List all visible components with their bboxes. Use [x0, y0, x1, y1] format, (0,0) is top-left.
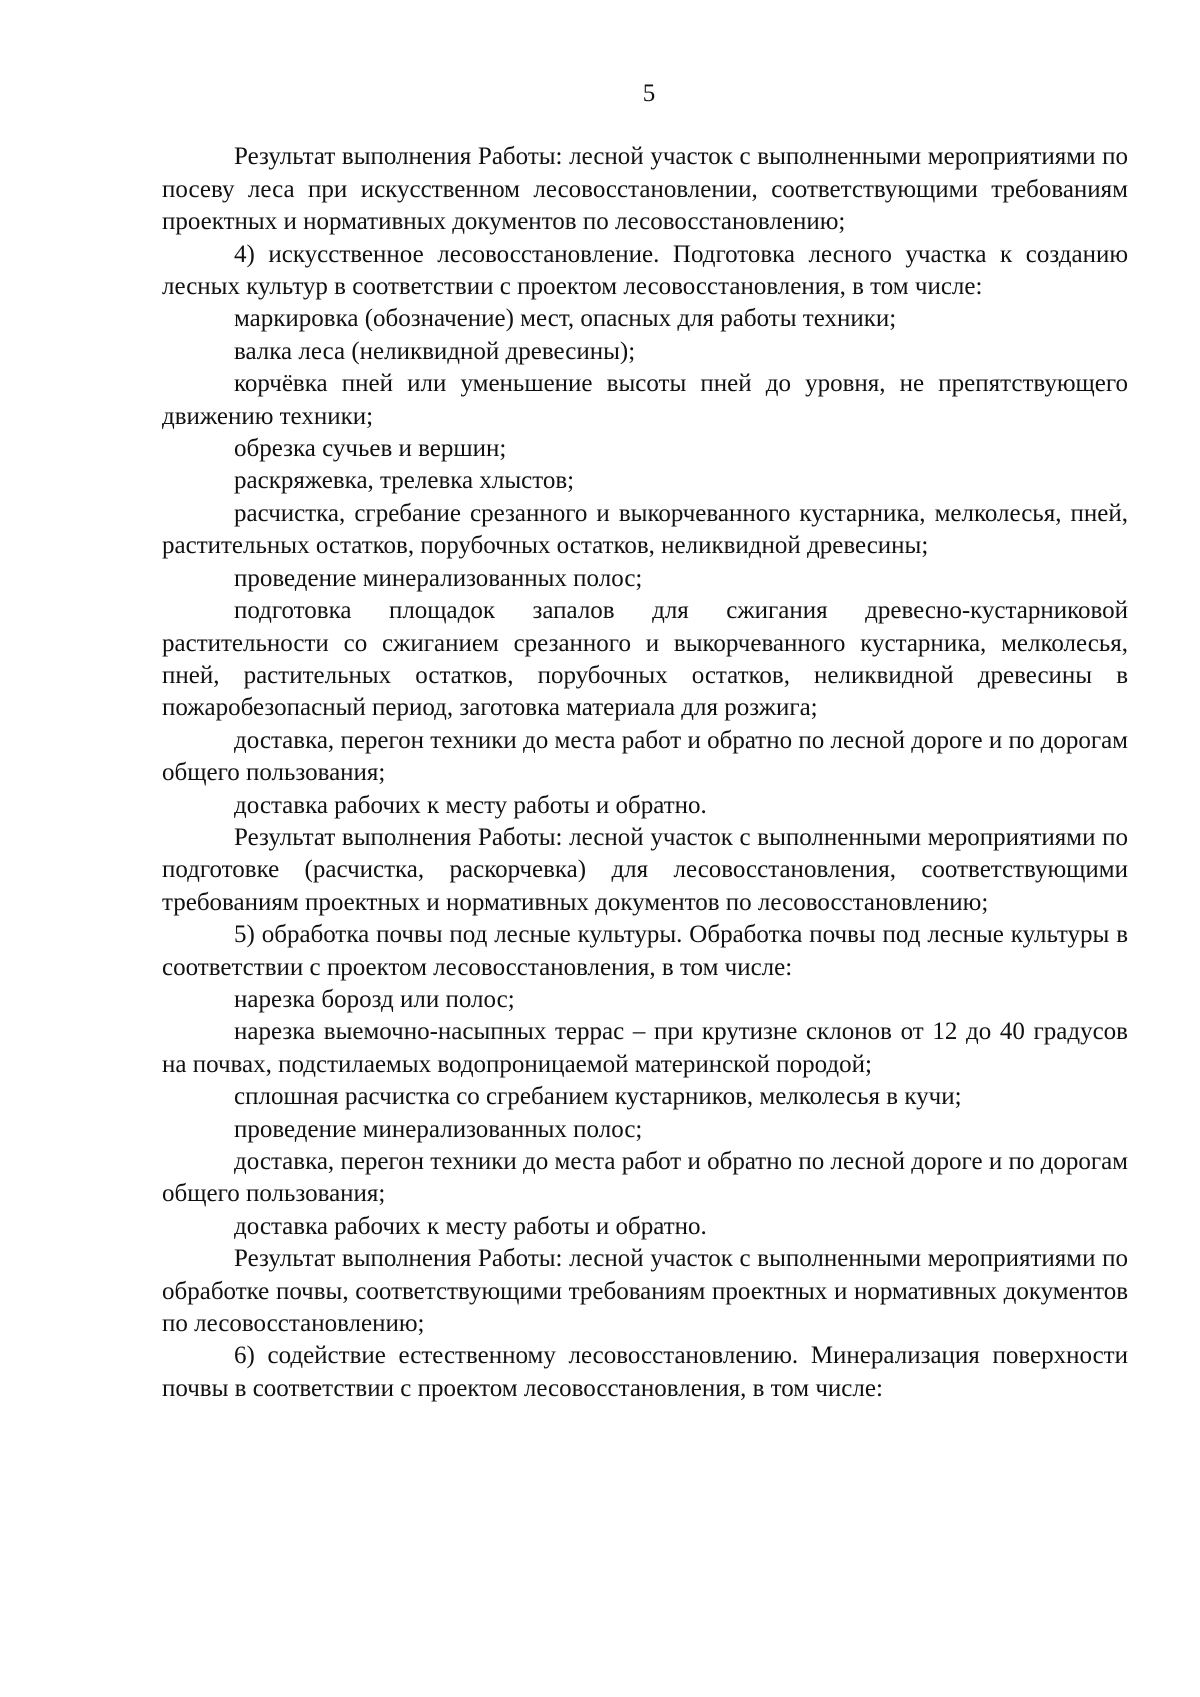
- list-item-marking: маркировка (обозначение) мест, опасных для работы техники;: [234, 305, 897, 333]
- document-page: [162, 78, 1128, 1405]
- list-item-worker-delivery-2: доставка рабочих к месту работы и обратно.: [234, 1212, 707, 1240]
- list-item-burning-sites: подготовка площадок запалов для сжигания древесно-кустарниковой растительности со сжиганием срезанного и выкорчеванного кустарника, мелколесья, пней, растительных остатков, порубочных остатков, неликвидной древесины в пожаробезопасный период, заготовка материала для розжига;: [162, 597, 1128, 722]
- list-item-clearing: расчистка, сгребание срезанного и выкорчеванного кустарника, мелколесья, пней, растительных остатков, порубочных остатков, неликвидной древесины;: [162, 499, 1128, 560]
- list-item-equipment-delivery: доставка, перегон техники до места работ и обратно по лесной дороге и по дорогам общего пользования;: [162, 726, 1128, 787]
- list-item-continuous-clearing: сплошная расчистка со сгребанием кустарников, мелколесья в кучи;: [234, 1083, 962, 1111]
- list-item-equipment-delivery-2: доставка, перегон техники до места работ и обратно по лесной дороге и по дорогам общего пользования;: [162, 1148, 1128, 1208]
- list-item-bucking-skidding: раскряжевка, трелевка хлыстов;: [234, 467, 575, 495]
- list-item-mineralized-strips-2: проведение минерализованных полос;: [234, 1115, 643, 1143]
- paragraph-result-soil-treatment: Результат выполнения Работы: лесной участок с выполненными мероприятиями по обработке почвы, соответствующими требованиям проектных и нормативных документов по лесовосстановлению;: [162, 1245, 1128, 1338]
- list-item-branch-trimming: обрезка сучьев и вершин;: [234, 435, 507, 463]
- list-item-furrows: нарезка борозд или полос;: [234, 985, 515, 1013]
- paragraph-result-preparation: Результат выполнения Работы: лесной участок с выполненными мероприятиями по подготовке (расчистка, раскорчевка) для лесовосстановления, соответствующими требованиям проектных и нормативных документов по лесовосстановлению;: [162, 823, 1128, 916]
- paragraph-item-4-heading: 4) искусственное лесовосстановление. Подготовка лесного участка к созданию лесных культур в соответствии с проектом лесовосстановления, в том числе:: [162, 240, 1128, 301]
- list-item-terraces: нарезка выемочно-насыпных террас – при крутизне склонов от 12 до 40 градусов на почвах, подстилаемых водопроницаемой материнской породой;: [162, 1018, 1128, 1078]
- list-item-mineralized-strips: проведение минерализованных полос;: [234, 564, 643, 592]
- list-item-worker-delivery: доставка рабочих к месту работы и обратно.: [234, 791, 707, 819]
- paragraph-result-sowing: Результат выполнения Работы: лесной участок с выполненными мероприятиями по посеву леса при искусственном лесовосстановлении, соответствующими требованиям проектных и нормативных документов по лесовосстановлению;: [162, 143, 1128, 236]
- paragraph-item-6-heading: 6) содействие естественному лесовосстановлению. Минерализация поверхности почвы в соответствии с проектом лесовосстановления, в том числе:: [162, 1342, 1128, 1402]
- list-item-felling: валка леса (неликвидной древесины);: [234, 337, 636, 365]
- page-number: 5: [642, 80, 656, 107]
- list-item-stump-removal: корчёвка пней или уменьшение высоты пней до уровня, не препятствующего движению техники;: [162, 370, 1128, 430]
- paragraph-item-5-heading: 5) обработка почвы под лесные культуры. Обработка почвы под лесные культуры в соответствии с проектом лесовосстановления, в том числе:: [162, 921, 1128, 981]
